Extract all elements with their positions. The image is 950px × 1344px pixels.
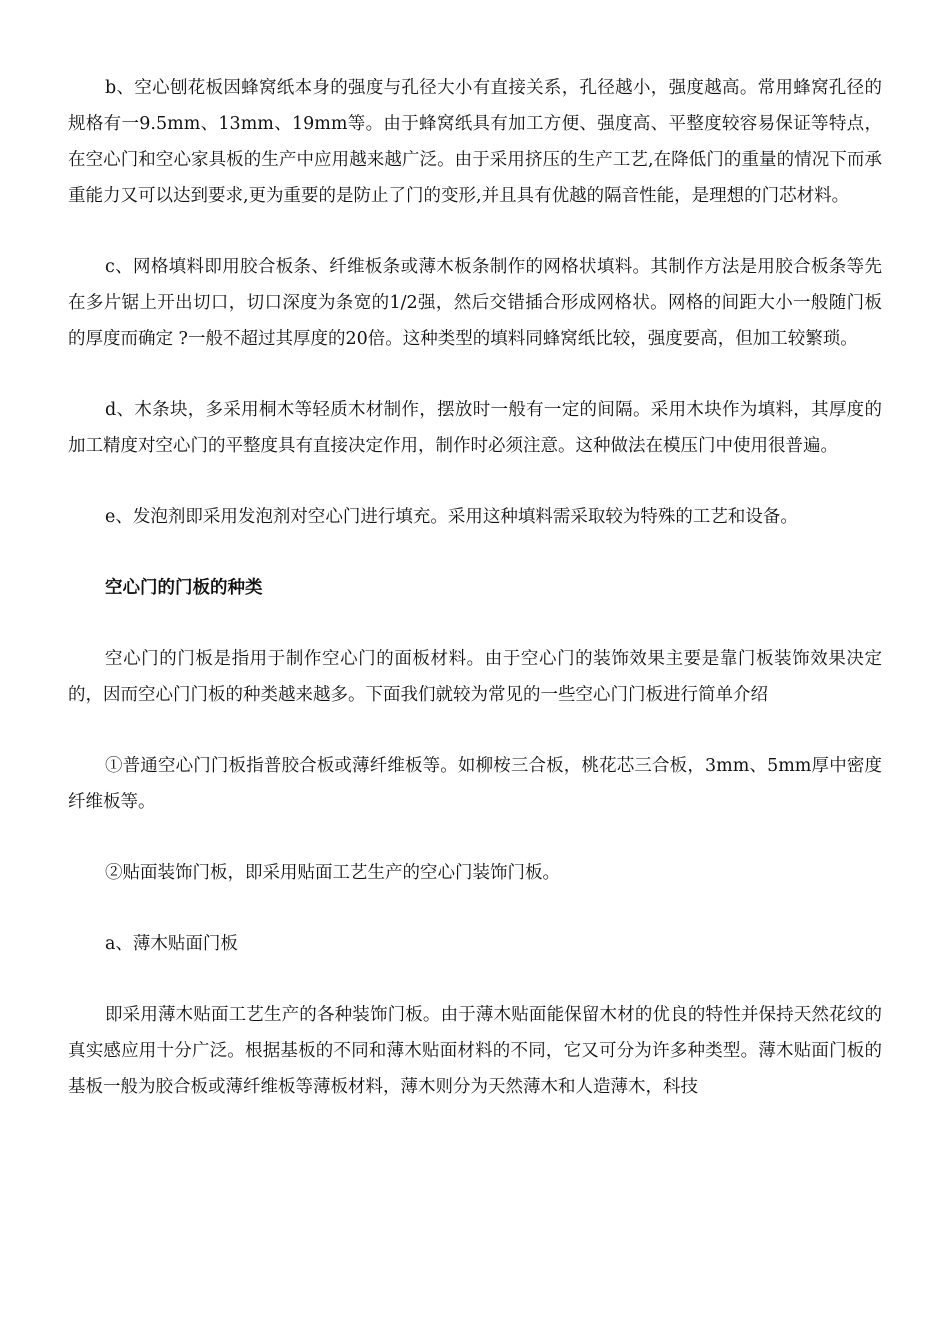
paragraph-wood-blocks: d、木条块，多采用桐木等轻质木材制作，摆放时一般有一定的间隔。采用木块作为填料，其厚度的加工精度对空心门的平整度具有直接决定作用，制作时必须注意。这种做法在模压门中使用很普遍。: [68, 400, 882, 456]
paragraph-spacer: [68, 606, 882, 641]
paragraph-spacer: [68, 820, 882, 855]
paragraph-veneer-decor-panel: ②贴面装饰门板，即采用贴面工艺生产的空心门装饰门板。: [105, 863, 560, 883]
paragraph-wood-veneer-subtitle: a、薄木贴面门板: [105, 934, 238, 954]
paragraph-spacer: [68, 535, 882, 570]
paragraph-spacer: [68, 962, 882, 997]
paragraph-honeycomb-particleboard: b、空心刨花板因蜂窝纸本身的强度与孔径大小有直接关系，孔径越小，强度越高。常用蜂窝孔径的规格有一9.5mm、13mm、19mm等。由于蜂窝纸具有加工方便、强度高、平整度较容易保证等特点，在空心门和空心家具板的生产中应用越来越广泛。由于采用挤压的生产工艺,在降低门的重量的情况下而承重能力又可以达到要求,更为重要的是防止了门的变形,并且具有优越的隔音性能，是理想的门芯材料。: [68, 78, 882, 206]
section-heading: 空心门的门板的种类: [105, 578, 263, 598]
paragraph-grid-filler: c、网格填料即用胶合板条、纤维板条或薄木板条制作的网格状填料。其制作方法是用胶合板条等先在多片锯上开出切口，切口深度为条宽的1/2强，然后交错插合形成网格状。网格的间距大小一般随门板的厚度而确定 ?一般不超过其厚度的20倍。这种类型的填料同蜂窝纸比较，强度要高，但加工较繁琐。: [68, 257, 882, 349]
paragraph-spacer: [68, 891, 882, 926]
paragraph-spacer: [68, 464, 882, 499]
paragraph-foam-filler: e、发泡剂即采用发泡剂对空心门进行填充。采用这种填料需采取较为特殊的工艺和设备。: [105, 507, 798, 527]
paragraph-door-panel-intro: 空心门的门板是指用于制作空心门的面板材料。由于空心门的装饰效果主要是靠门板装饰效果决定的，因而空心门门板的种类越来越多。下面我们就较为常见的一些空心门门板进行简单介绍: [68, 649, 882, 705]
paragraph-ordinary-panel: ①普通空心门门板指普胶合板或薄纤维板等。如柳桉三合板，桃花芯三合板，3mm、5mm厚中密度纤维板等。: [68, 756, 882, 812]
paragraph-spacer: [68, 357, 882, 392]
paragraph-spacer: [68, 713, 882, 748]
paragraph-wood-veneer-detail: 即采用薄木贴面工艺生产的各种装饰门板。由于薄木贴面能保留木材的优良的特性并保持天然花纹的真实感应用十分广泛。根据基板的不同和薄木贴面材料的不同，它又可分为许多种类型。薄木贴面门板的基板一般为胶合板或薄纤维板等薄板材料，薄木则分为天然薄木和人造薄木，科技: [68, 1005, 882, 1097]
paragraph-spacer: [68, 214, 882, 249]
